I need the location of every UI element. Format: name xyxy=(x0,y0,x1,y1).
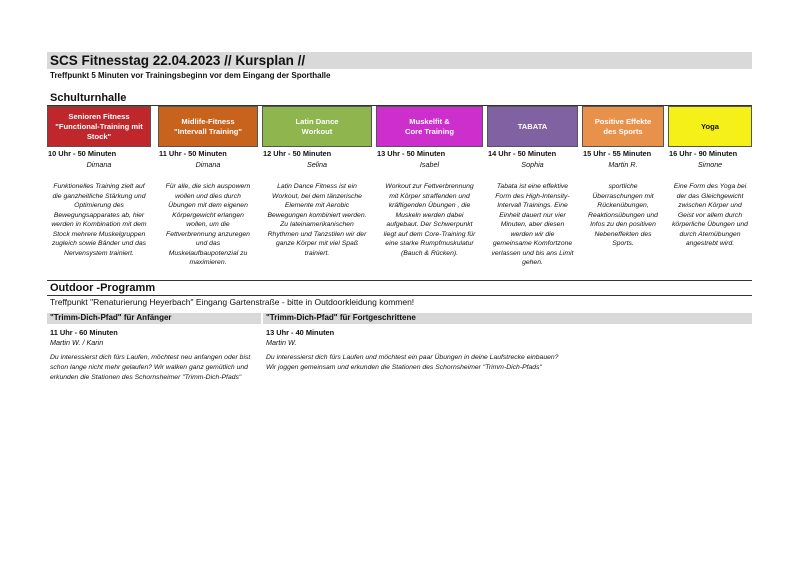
outdoor-section-divider-top xyxy=(47,280,752,281)
course-subname: Core Training xyxy=(405,126,454,136)
trail-advanced-title: "Trimm-Dich-Pfad" für Fortgeschrittene xyxy=(266,313,416,322)
outdoor-intro: Treffpunkt "Renaturierung Heyerbach" Eingang Gartenstraße - bitte in Outdoorkleidung kommen! xyxy=(50,297,415,307)
course-header xyxy=(582,106,664,147)
course-subname: des Sports xyxy=(603,126,643,136)
trail-advanced-description: Du interessierst dich fürs Laufen und möchtest ein paar Übungen in deine Laufstrecke einbauen? Wir joggen gemeinsam und erkunden die Stationen des Schornsheimer "Trimm-Dich-Pfads" xyxy=(266,354,559,371)
page-title: SCS Fitnesstag 22.04.2023 // Kursplan // xyxy=(50,53,306,68)
course-column xyxy=(668,106,752,249)
course-column xyxy=(262,106,372,258)
course-trainer: Selina xyxy=(307,160,327,169)
course-name: TABATA xyxy=(517,121,548,131)
course-trainer: Dimana xyxy=(86,160,112,169)
course-subname: "Functional-Training mit Stock" xyxy=(55,121,143,141)
course-column xyxy=(158,106,258,268)
course-description: Tabata ist eine effektive Form des High-Intensity-Intervall Trainings. Eine Einheit dauert nur vier Minuten, aber diesen werden wir die gemeinsame Komfortzone verlassen und bis ans Limit gehen. xyxy=(491,183,574,266)
course-subname: "Intervall Training" xyxy=(174,126,242,136)
course-time: 13 Uhr - 50 Minuten xyxy=(377,149,446,158)
course-time: 10 Uhr - 50 Minuten xyxy=(48,149,117,158)
trail-beginner-trainer: Martin W. / Karin xyxy=(50,338,104,347)
course-name: Midlife-Fitness xyxy=(181,116,235,126)
course-time: 16 Uhr - 90 Minuten xyxy=(669,149,738,158)
course-trainer: Simone xyxy=(697,160,723,169)
course-header xyxy=(487,106,578,147)
course-column xyxy=(47,106,151,258)
trail-beginner-time: 11 Uhr - 60 Minuten xyxy=(50,328,118,337)
course-column xyxy=(582,106,664,249)
course-name: Senioren Fitness xyxy=(68,111,130,121)
course-name: Yoga xyxy=(700,121,719,131)
course-header xyxy=(158,106,258,147)
course-time: 15 Uhr - 55 Minuten xyxy=(583,149,652,158)
course-name: Positive Effekte xyxy=(594,116,652,126)
trail-beginner-title: "Trimm-Dich-Pfad" für Anfänger xyxy=(50,313,172,322)
course-description: Latin Dance Fitness ist ein Workout, bei dem tänzerische Elemente mit Aerobic Bewegungen kombiniert werden. Zu lateinamerikanischen Rhythmen und Tanzstilen wir der ganze Körper mit viel Spaß trainiert. xyxy=(267,183,367,257)
trail-beginner-description: Du interessierst dich fürs Laufen, möchtest neu anfangen oder bist schon lange nicht mehr gelaufen? Wir walken ganz gemütlich und erkunden die Stationen des Schornsheimer "Trimm-Dich-Pfads" xyxy=(50,354,251,381)
course-description: Eine Form des Yoga bei der das Gleichgewicht zwischen Körper und Geist vor allem durch körperliche Übungen und durch Atemübungen angestrebt wird. xyxy=(672,183,748,247)
gym-section-title: Schulturnhalle xyxy=(50,92,127,104)
course-time: 11 Uhr - 50 Minuten xyxy=(159,149,227,158)
course-time: 12 Uhr - 50 Minuten xyxy=(263,149,332,158)
course-name: Muskelfit & xyxy=(409,116,450,126)
course-name: Latin Dance xyxy=(295,116,339,126)
trail-advanced-time: 13 Uhr - 40 Minuten xyxy=(266,328,335,337)
course-header xyxy=(668,106,752,147)
course-trainer: Dimana xyxy=(195,160,221,169)
course-description: Funktionelles Training zielt auf die ganzheitliche Stärkung und Optimierung des Bewegungsapparates ab, hier werden in Kombination mit dem Stock mehrere Muskelgruppen zugleich sowie Bänder und das Nervensystem trainiert. xyxy=(51,183,147,257)
course-header xyxy=(376,106,483,147)
course-trainer: Sophia xyxy=(521,160,544,169)
course-subname: Workout xyxy=(301,126,333,136)
course-header xyxy=(47,106,151,147)
course-description: Workout zur Fettverbrennung mit Körper straffenden und kräftigenden Übungen , die Muskeln werden dabei aufgebaut. Der Schwerpunkt liegt auf dem Core-Training für eine starke Rumpfmuskulatur (Bauch & Rücken). xyxy=(383,183,476,257)
page-subtitle: Treffpunkt 5 Minuten vor Trainingsbeginn vor dem Eingang der Sporthalle xyxy=(50,71,331,80)
course-time: 14 Uhr - 50 Minuten xyxy=(488,149,557,158)
outdoor-section-divider xyxy=(47,295,752,296)
course-description: sportliche Überraschungen mit Rückenübungen, Reaktionsübungen und Infos zu den positiven Nebeneffekten des Sports. xyxy=(588,183,658,247)
course-header xyxy=(262,106,372,147)
trail-advanced-trainer: Martin W. xyxy=(266,338,297,347)
course-column xyxy=(376,106,483,258)
outdoor-section-title: Outdoor -Programm xyxy=(50,282,156,294)
course-trainer: Isabel xyxy=(419,160,440,169)
course-description: Für alle, die sich auspowern wollen und dies durch Übungen mit dem eigenen Körpergewicht erlangen wollen, um die Fettverbrennung anzuregen und das Muskelaufbaupotenzial zu maximieren. xyxy=(165,183,251,266)
course-column xyxy=(487,106,578,268)
course-trainer: Martin R. xyxy=(608,160,638,169)
